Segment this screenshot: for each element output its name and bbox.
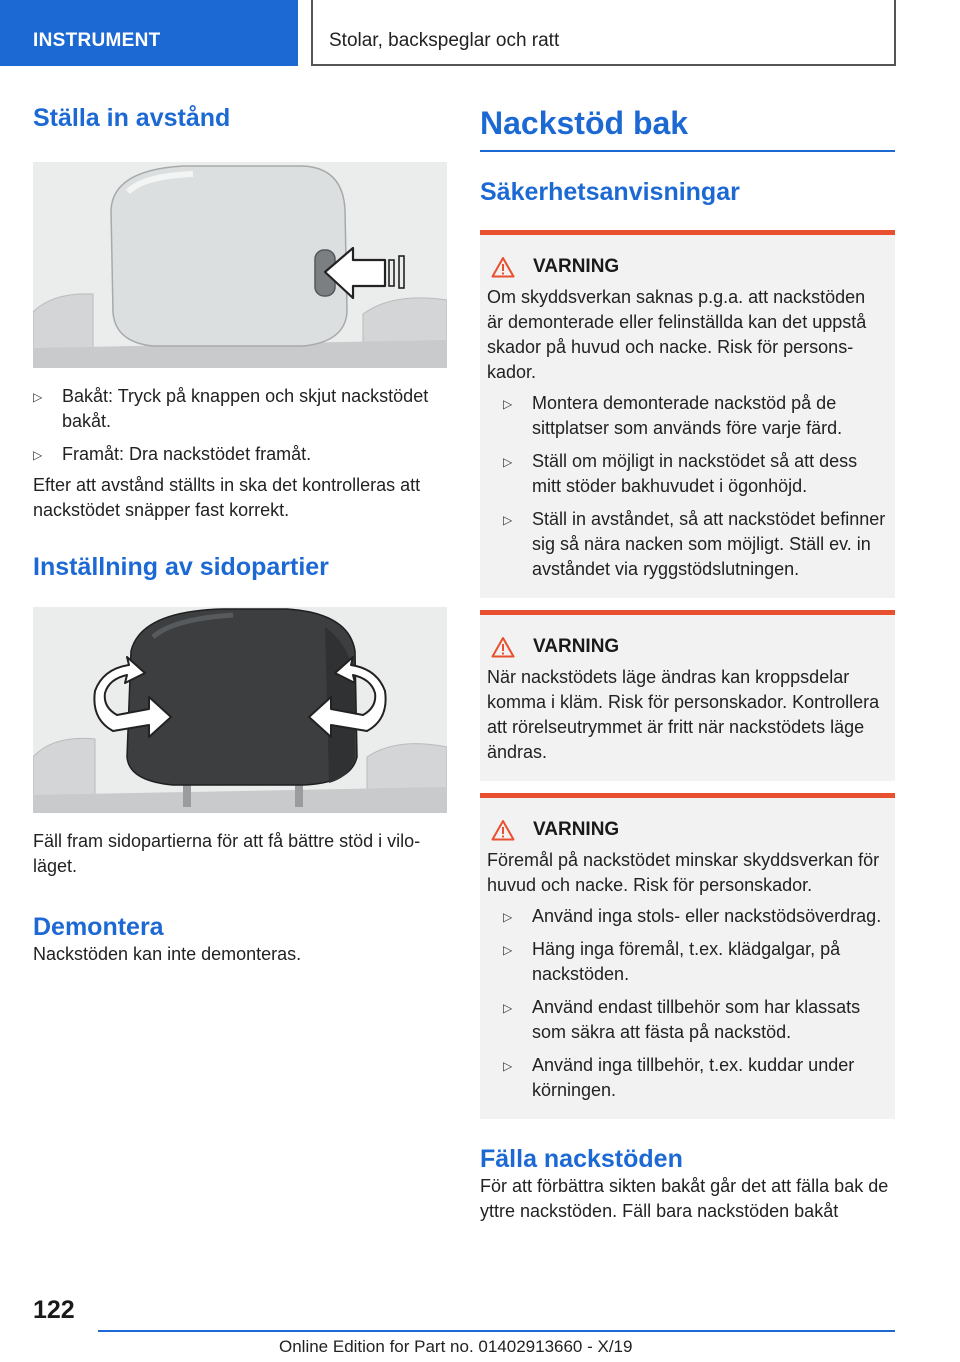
- triangle-right-outline-icon: ▷: [33, 390, 43, 404]
- warning-text: Föremål på nackstödet minskar skyddsverkan för huvud och nacke. Risk för personskador.: [487, 850, 880, 895]
- warning-title: VARNING: [487, 818, 886, 842]
- footer-divider: [98, 1330, 895, 1332]
- footer-edition: Online Edition for Part no. 01402913660 - X/19: [279, 1337, 633, 1356]
- triangle-right-outline-icon: ▷: [503, 397, 513, 411]
- triangle-right-outline-icon: ▷: [503, 910, 513, 924]
- header-section-label: INSTRUMENT: [33, 30, 161, 51]
- page-header: [0, 0, 960, 66]
- warning-triangle-icon: [491, 636, 515, 658]
- warning-box: [480, 230, 895, 598]
- warning-step-list: [487, 904, 886, 1103]
- fold-text: För att förbättra sikten bakåt går det att fälla bak de yttre nackstöden. Fäll bara nackstöden bakåt: [480, 1176, 889, 1221]
- heading-side-parts: Inställning av sidopartier: [33, 553, 329, 581]
- list-item: ▷ Ställ om möjligt in nackstödet så att dess mitt stöder bakhuvudet i ögonhöjd.: [503, 451, 858, 496]
- headrest-distance-drawing: [33, 162, 447, 368]
- header-chapter-label: Stolar, backspeglar och ratt: [329, 30, 560, 51]
- side-parts-text: Fäll fram sidopartierna för att få bättre stöd i viloläget.: [33, 831, 421, 876]
- list-item: ▷ Framåt: Dra nackstödet framåt.: [33, 442, 447, 467]
- distance-after-text: Efter att avstånd ställts in ska det kontrolleras att nackstödet snäpper fast korrekt.: [33, 475, 421, 520]
- headrest-distance-illustration: [33, 162, 447, 368]
- triangle-right-outline-icon: ▷: [33, 448, 43, 462]
- warning-triangle-icon: [491, 256, 515, 278]
- warning-text: När nackstödets läge ändras kan kroppsdelar komma i kläm. Risk för personskador. Kontrollera att rörelseutrymmet är fritt när nackstödets läge ändras.: [487, 667, 880, 762]
- list-item: ▷ Häng inga föremål, t.ex. klädgalgar, på nackstöden.: [503, 939, 841, 984]
- triangle-right-outline-icon: ▷: [503, 1059, 513, 1073]
- triangle-right-outline-icon: ▷: [503, 455, 513, 469]
- list-item: ▷ Ställ in avståndet, så att nackstödet befinner sig så nära nacken som möjligt. Ställ ev. in avståndet via ryggstödslutningen.: [503, 509, 886, 579]
- warning-text: Om skyddsverkan saknas p.g.a. att nackstöden är demonterade eller felinställda kan det uppstå skador på huvud och nacke. Risk för personskador.: [487, 287, 867, 382]
- warning-step-list: [487, 391, 886, 582]
- heading-fold: Fälla nackstöden: [480, 1145, 683, 1173]
- warning-title: VARNING: [487, 635, 886, 659]
- list-item: ▷ Montera demonterade nackstöd på de sittplatser som används före varje färd.: [503, 393, 843, 438]
- triangle-right-outline-icon: ▷: [503, 513, 513, 527]
- heading-rear-headrest: Nackstöd bak: [480, 100, 895, 152]
- list-item: ▷ Använd endast tillbehör som har klassats som säkra att fästa på nackstöd.: [503, 997, 861, 1042]
- warning-triangle-icon: [491, 819, 515, 841]
- warning-title: VARNING: [487, 255, 886, 279]
- warning-box: [480, 793, 895, 1119]
- left-column: [33, 100, 447, 967]
- page-number: 122: [33, 1296, 75, 1324]
- triangle-right-outline-icon: ▷: [503, 943, 513, 957]
- heading-distance: Ställa in avstånd: [33, 104, 231, 132]
- remove-text: Nackstöden kan inte demonteras.: [33, 944, 302, 964]
- list-item: ▷ Bakåt: Tryck på knappen och skjut nackstödet bakåt.: [33, 386, 429, 431]
- heading-remove: Demontera: [33, 913, 164, 941]
- header-chapter-tab[interactable]: [311, 0, 896, 66]
- headrest-side-illustration: [33, 607, 447, 813]
- warning-box: [480, 610, 895, 781]
- list-item: ▷ Använd inga tillbehör, t.ex. kuddar under körningen.: [503, 1055, 855, 1100]
- list-item: ▷ Använd inga stols- eller nackstödsöverdrag.: [503, 904, 886, 929]
- triangle-right-outline-icon: ▷: [503, 1001, 513, 1015]
- heading-safety: Säkerhetsanvisningar: [480, 178, 740, 206]
- headrest-side-drawing: [33, 607, 447, 813]
- distance-step-list: [33, 384, 447, 467]
- right-column: [480, 100, 895, 1224]
- header-section-tab[interactable]: [0, 0, 298, 66]
